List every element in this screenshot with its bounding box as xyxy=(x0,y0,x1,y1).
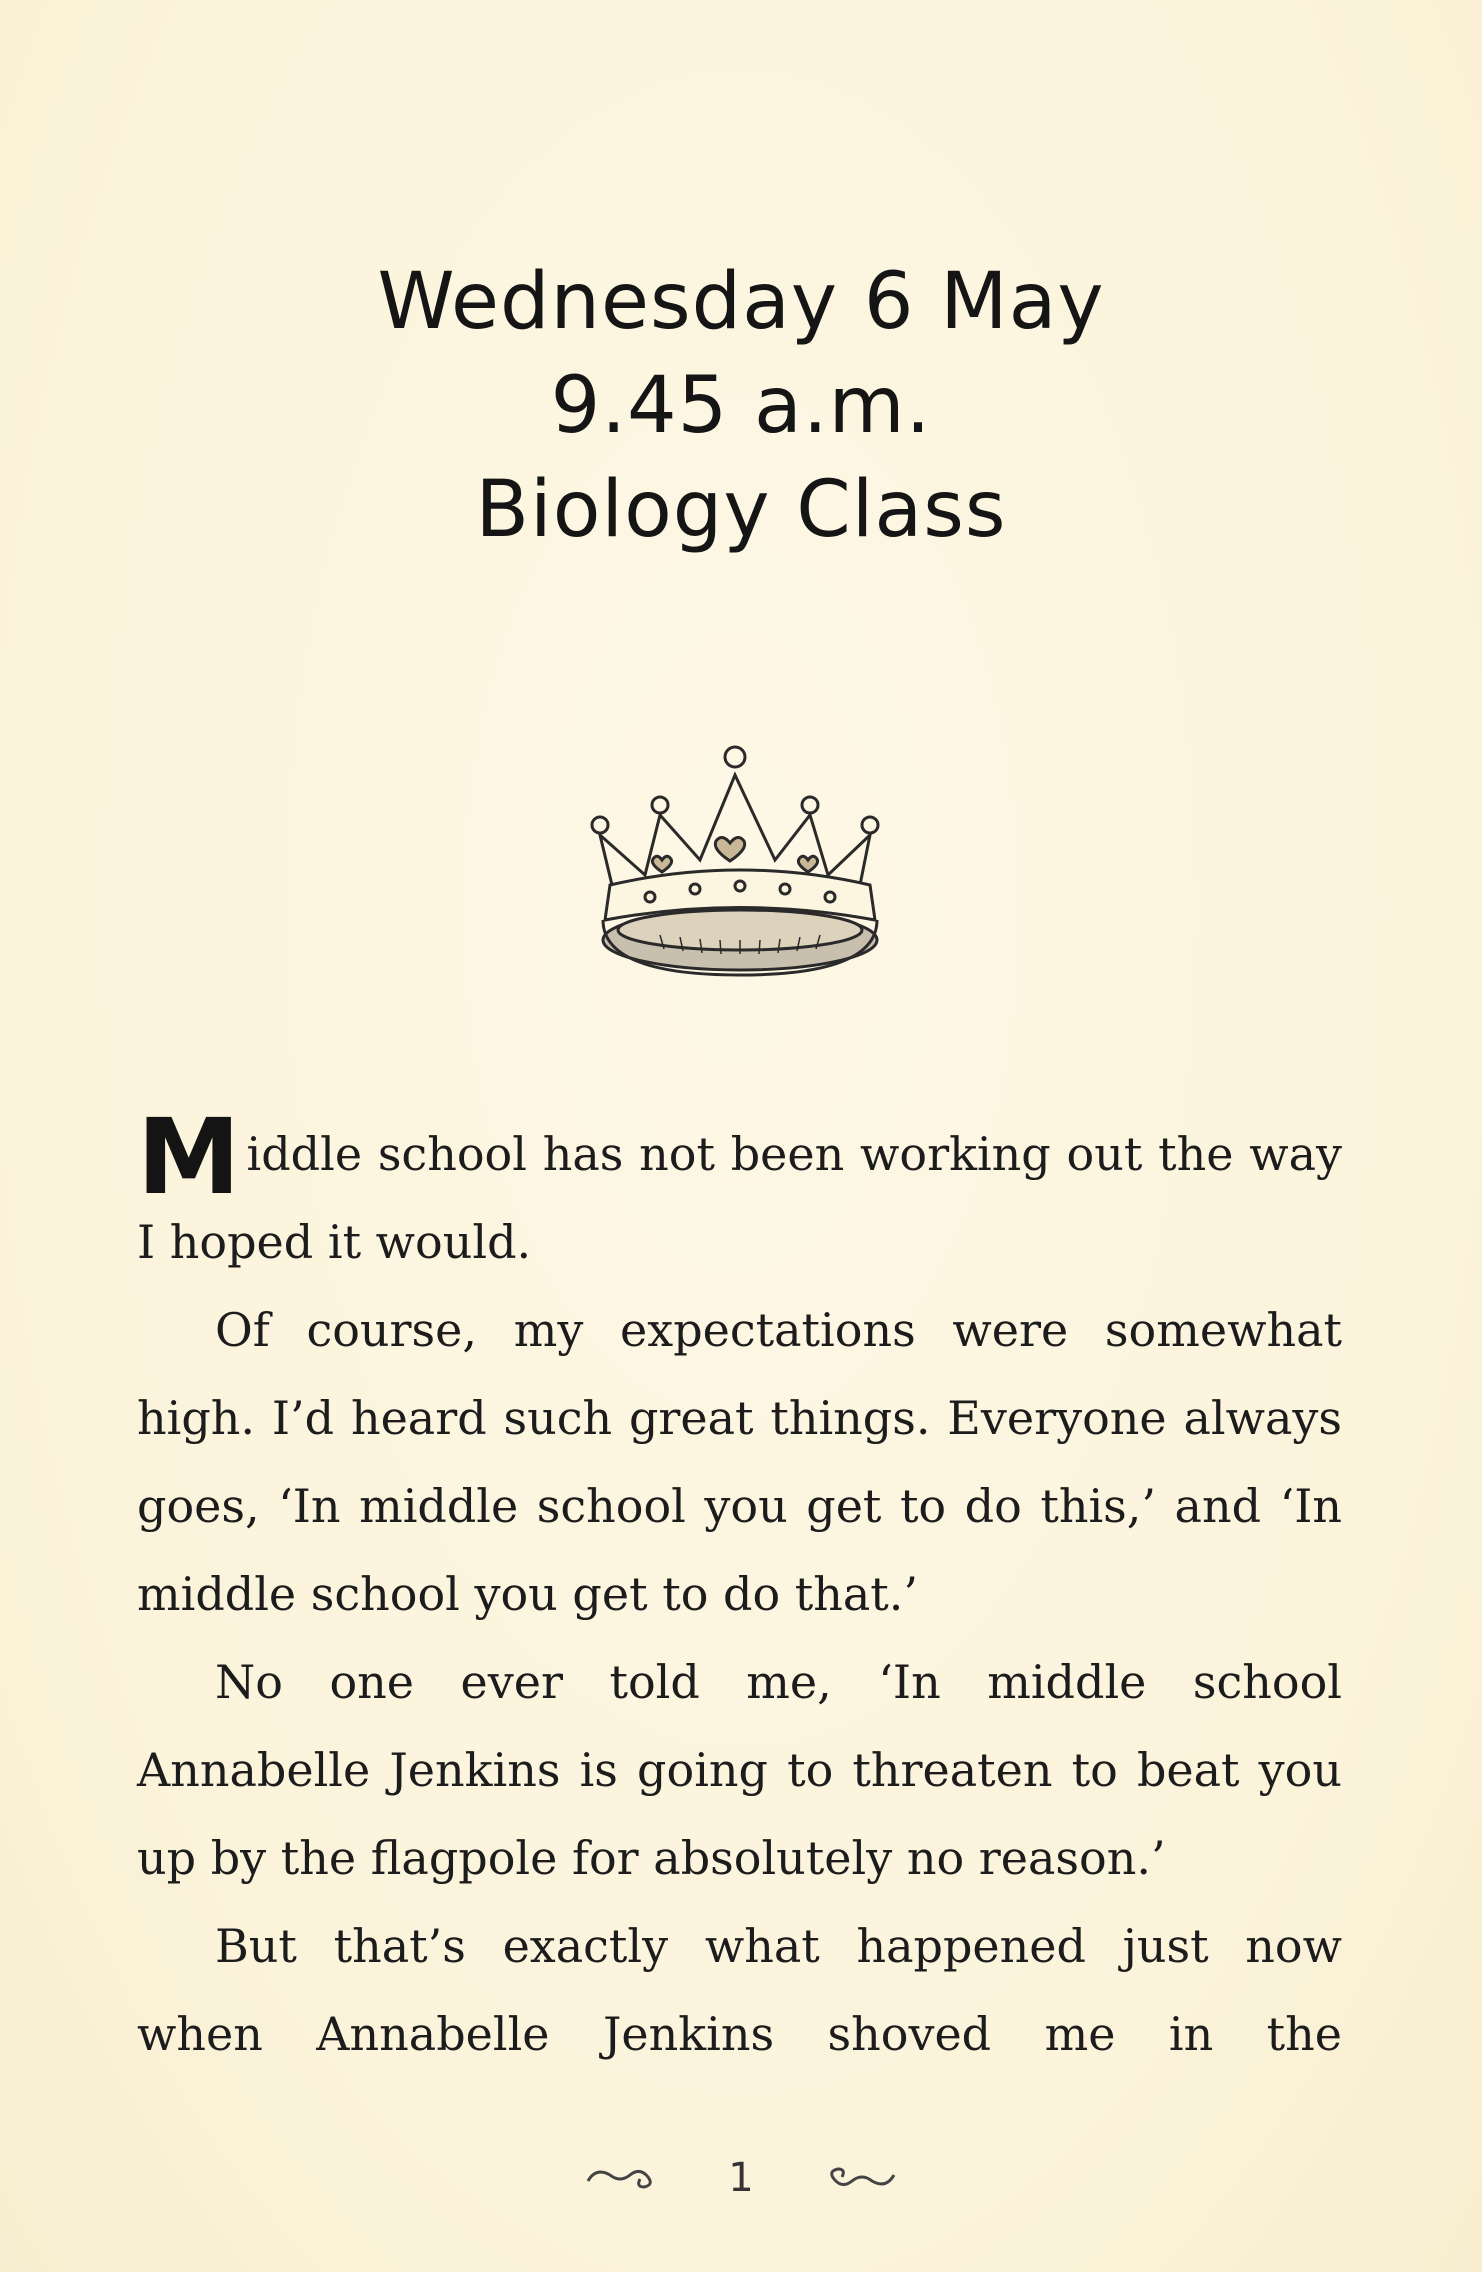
scroll-ornament-icon xyxy=(584,2163,668,2193)
page-number: 1 xyxy=(728,2155,754,2201)
heading-time: 9.45 a.m. xyxy=(550,361,932,451)
body-text xyxy=(137,1096,1342,2078)
crown-icon xyxy=(590,735,890,995)
heading-location: Biology Class xyxy=(475,465,1007,555)
page-footer xyxy=(0,2150,1482,2203)
paragraph-2: Of course, my expectations were somewhat high. I’d heard such great things. Everyone always goes, ‘In middle school you get to do this,’ and ‘In middle school you get to do that.’ xyxy=(137,1303,1342,1621)
paragraph-4: But that’s exactly what happened just now when Annabelle Jenkins shoved me in the xyxy=(137,1919,1342,2061)
chapter-heading xyxy=(0,250,1482,562)
paragraph-1-text: iddle school has not been working out the way I hoped it would. xyxy=(137,1127,1342,1269)
heading-date: Wednesday 6 May xyxy=(377,257,1105,347)
drop-cap: M xyxy=(137,1096,241,1218)
paragraph-3: No one ever told me, ‘In middle school Annabelle Jenkins is going to threaten to beat you up by the flagpole for absolutely no reason.’ xyxy=(137,1655,1342,1885)
scroll-ornament-icon xyxy=(814,2163,898,2193)
paragraph-1 xyxy=(137,1096,1342,1286)
